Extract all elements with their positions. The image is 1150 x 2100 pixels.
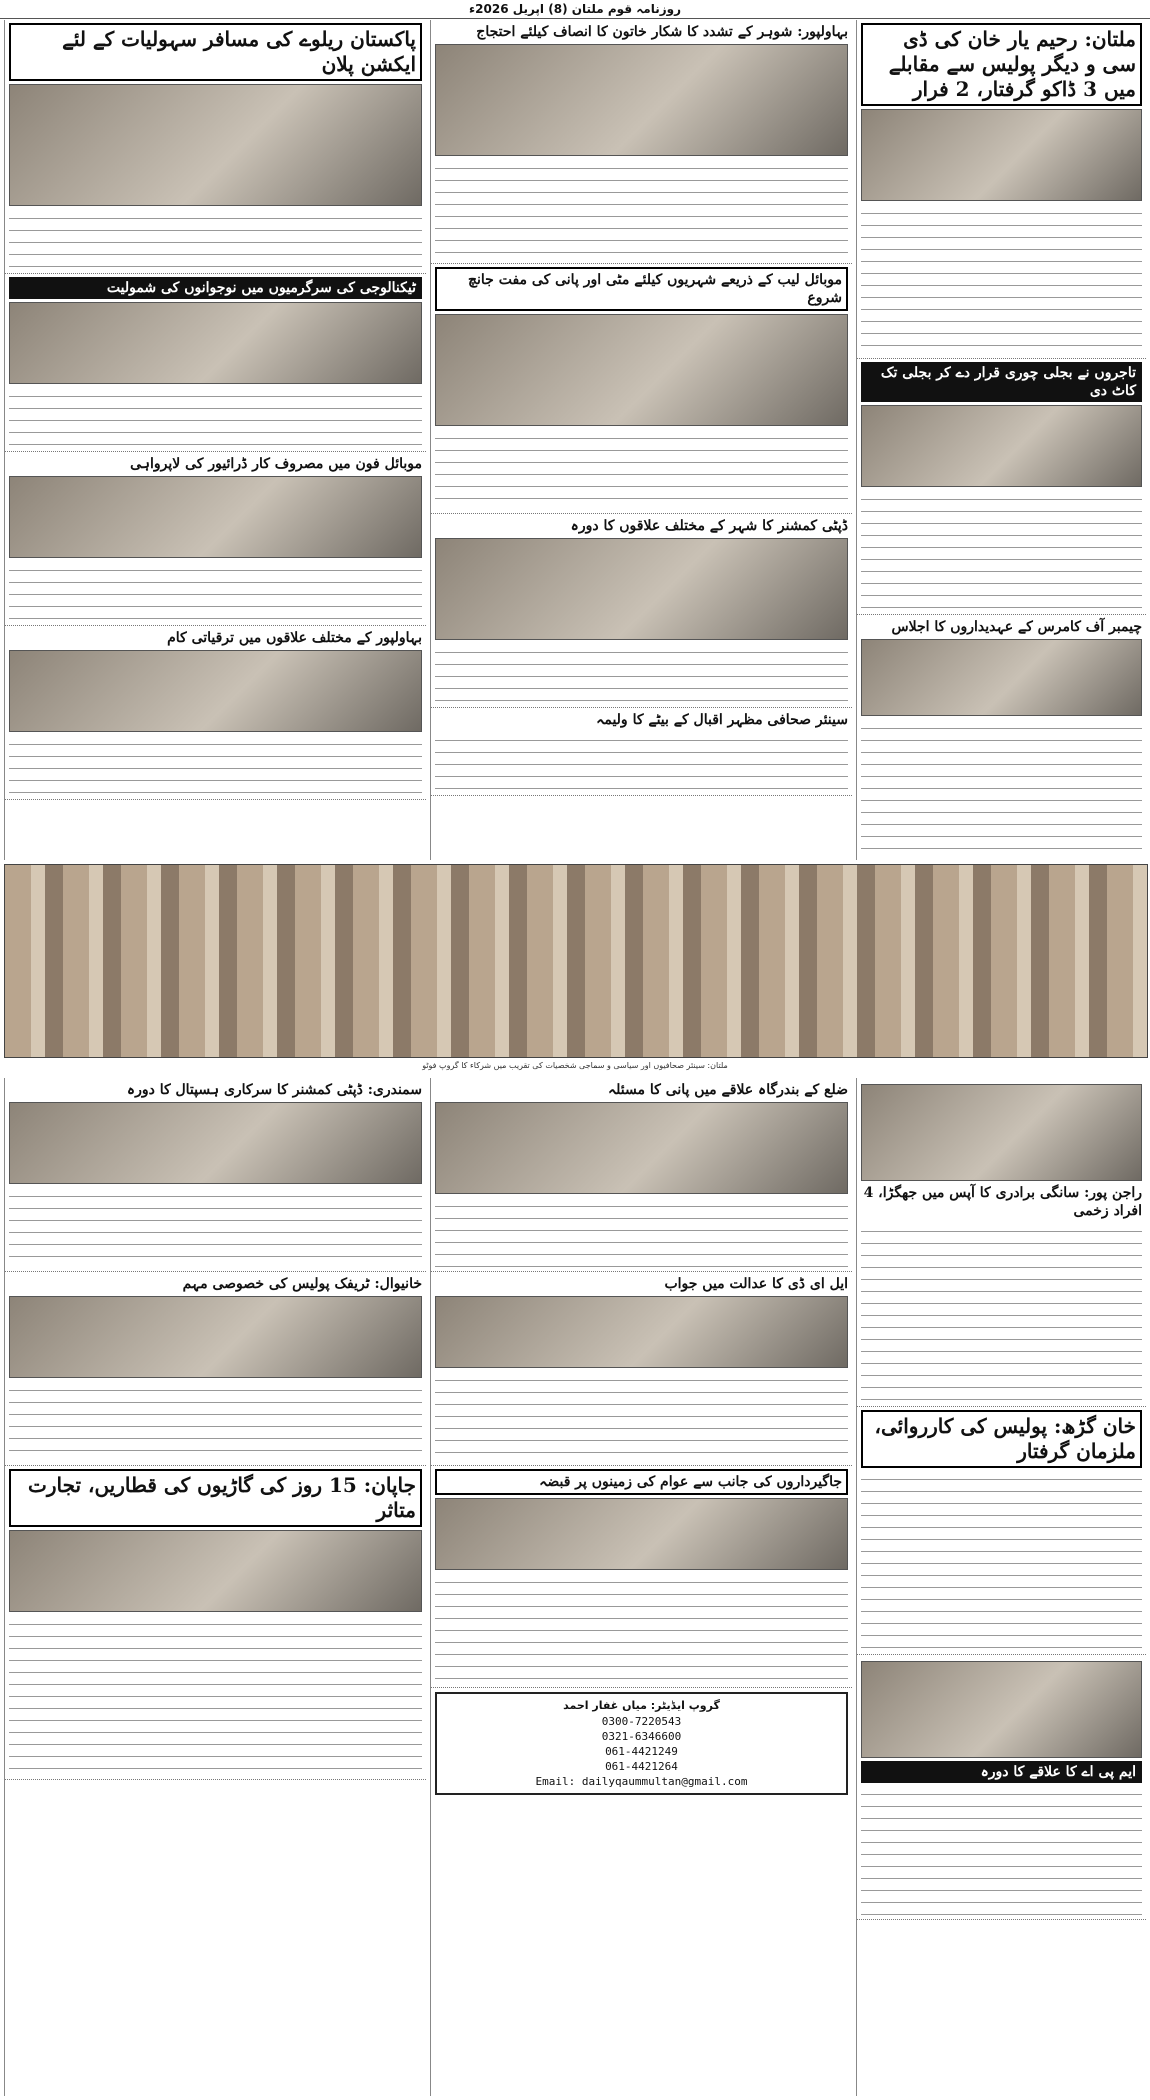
contact-phone-3: 061-4421249 bbox=[605, 1745, 678, 1758]
story-samundri-body bbox=[9, 1187, 422, 1267]
contact-email: Email: dailyqaummultan@gmail.com bbox=[535, 1775, 748, 1788]
story-wedding-body bbox=[435, 731, 848, 791]
story-rajanpur-body bbox=[861, 1222, 1142, 1402]
story-water-headline: ضلع کے بندرگاہ علاقے میں پانی کا مسئلہ bbox=[607, 1082, 848, 1098]
story-mpa-photo bbox=[861, 1661, 1142, 1758]
story-traders bbox=[857, 359, 1146, 615]
contact-phone-2: 0321-6346600 bbox=[601, 1730, 682, 1743]
story-traffic-body bbox=[9, 1381, 422, 1461]
story-traders-photo bbox=[861, 405, 1142, 487]
story-water bbox=[431, 1078, 852, 1272]
story-land-body bbox=[435, 1573, 848, 1683]
story-water-body bbox=[435, 1197, 848, 1267]
story-development-headline: بہاولپور کے مختلف علاقوں میں ترقیاتی کام bbox=[167, 630, 422, 646]
story-samundri-photo bbox=[9, 1102, 422, 1184]
story-mpa-body bbox=[861, 1785, 1142, 1915]
story-rajanpur-headline: راجن پور: سانگی برادری کا آپس میں جھگڑا، 4 افراد زخمی bbox=[863, 1185, 1142, 1219]
story-tech bbox=[5, 274, 426, 452]
story-railway-body bbox=[9, 209, 422, 269]
story-traffic bbox=[5, 1272, 426, 1466]
story-japan-headline: جاپان: 15 روز کی گاڑیوں کی قطاریں، تجارت متاثر bbox=[9, 1469, 422, 1527]
story-railway-headline: پاکستان ریلوے کی مسافر سہولیات کے لئے ایکشن پلان bbox=[9, 23, 422, 81]
story-land-headline: جاگیرداروں کی جانب سے عوام کی زمینوں پر قبضہ bbox=[435, 1469, 848, 1495]
story-traders-headline: تاجروں نے بجلی چوری قرار دے کر بجلی تک کاٹ دی bbox=[861, 362, 1142, 402]
story-led-headline: ایل ای ڈی کا عدالت میں جواب bbox=[664, 1276, 848, 1292]
story-tech-headline: ٹیکنالوجی کی سرگرمیوں میں نوجوانوں کی شمولیت bbox=[9, 277, 422, 299]
lead-headline: ملتان: رحیم یار خان کی ڈی سی و دیگر پولیس سے مقابلے میں 3 ڈاکو گرفتار، 2 فرار bbox=[861, 23, 1142, 106]
story-chamber-body bbox=[861, 719, 1142, 860]
story-khangarh bbox=[857, 1407, 1146, 1655]
story-dc-photo bbox=[435, 538, 848, 640]
story-woman-photo bbox=[435, 44, 848, 156]
contact-phone-1: 0300-7220543 bbox=[601, 1715, 682, 1728]
story-chamber bbox=[857, 615, 1146, 860]
lower-middle-column bbox=[430, 1078, 852, 2096]
story-dc-headline: ڈپٹی کمشنر کا شہر کے مختلف علاقوں کا دورہ bbox=[570, 518, 848, 534]
story-rajanpur bbox=[857, 1078, 1146, 1407]
story-lab bbox=[431, 264, 852, 514]
story-woman bbox=[431, 20, 852, 264]
story-mpa bbox=[857, 1655, 1146, 1920]
story-driver bbox=[5, 452, 426, 626]
upper-right-column bbox=[856, 20, 1146, 860]
story-woman-body bbox=[435, 159, 848, 259]
story-railway-photo bbox=[9, 84, 422, 206]
upper-middle-column bbox=[430, 20, 852, 860]
story-japan-photo bbox=[9, 1530, 422, 1612]
story-japan-body bbox=[9, 1615, 422, 1775]
story-driver-photo bbox=[9, 476, 422, 558]
story-dc-body bbox=[435, 643, 848, 703]
story-samundri-headline: سمندری: ڈپٹی کمشنر کا سرکاری ہسپتال کا دورہ bbox=[126, 1082, 422, 1098]
story-lab-photo bbox=[435, 314, 848, 426]
story-japan bbox=[5, 1466, 426, 1780]
story-water-photo bbox=[435, 1102, 848, 1194]
lower-left-column bbox=[4, 1078, 426, 2096]
group-photo-strip bbox=[4, 864, 1148, 1058]
lower-right-column bbox=[856, 1078, 1146, 2096]
story-chamber-headline: چیمبر آف کامرس کے عہدیداروں کا اجلاس bbox=[891, 619, 1142, 635]
story-land bbox=[431, 1466, 852, 1688]
lead-body bbox=[861, 204, 1142, 354]
contact-phone-4: 061-4421264 bbox=[605, 1760, 678, 1773]
story-led bbox=[431, 1272, 852, 1466]
story-land-photo bbox=[435, 1498, 848, 1570]
story-tech-body bbox=[9, 387, 422, 447]
story-chamber-photo bbox=[861, 639, 1142, 716]
story-development-body bbox=[9, 735, 422, 795]
story-led-body bbox=[435, 1371, 848, 1461]
lead-photo bbox=[861, 109, 1142, 201]
story-driver-body bbox=[9, 561, 422, 621]
story-woman-headline: بہاولپور: شوہر کے تشدد کا شکار خاتون کا انصاف کیلئے احتجاج bbox=[476, 24, 848, 40]
story-development bbox=[5, 626, 426, 800]
story-traffic-photo bbox=[9, 1296, 422, 1378]
story-wedding-headline: سینئر صحافی مظہر اقبال کے بیٹے کا ولیمہ bbox=[596, 712, 848, 728]
story-rajanpur-photo bbox=[861, 1084, 1142, 1181]
story-lab-headline: موبائل لیب کے ذریعے شہریوں کیلئے مٹی اور پانی کی مفت جانچ شروع bbox=[435, 267, 848, 311]
masthead-date: روزنامہ قوم ملتان (8) اپریل 2026ء bbox=[0, 0, 1150, 19]
story-khangarh-headline: خان گڑھ: پولیس کی کارروائی، ملزمان گرفتار bbox=[861, 1410, 1142, 1468]
contact-box bbox=[435, 1692, 848, 1795]
story-railway bbox=[5, 20, 426, 274]
story-lab-body bbox=[435, 429, 848, 509]
story-dc bbox=[431, 514, 852, 708]
upper-left-column bbox=[4, 20, 426, 860]
story-development-photo bbox=[9, 650, 422, 732]
story-mpa-headline: ایم پی اے کا علاقے کا دورہ bbox=[861, 1761, 1142, 1783]
group-photo-caption: ملتان: سینئر صحافیوں اور سیاسی و سماجی شخصیات کی تقریب میں شرکاء کا گروپ فوٹو bbox=[422, 1061, 728, 1070]
lead-story bbox=[857, 20, 1146, 359]
contact-title: گروپ ایڈیٹر: میاں غفار احمد bbox=[563, 1699, 720, 1712]
story-traders-body bbox=[861, 490, 1142, 610]
story-wedding bbox=[431, 708, 852, 796]
story-tech-photo bbox=[9, 302, 422, 384]
story-traffic-headline: خانیوال: ٹریفک پولیس کی خصوصی مہم bbox=[182, 1276, 422, 1292]
story-driver-headline: موبائل فون میں مصروف کار ڈرائیور کی لاپرواہی bbox=[130, 456, 422, 472]
story-led-photo bbox=[435, 1296, 848, 1368]
story-samundri bbox=[5, 1078, 426, 1272]
story-khangarh-body bbox=[861, 1470, 1142, 1650]
